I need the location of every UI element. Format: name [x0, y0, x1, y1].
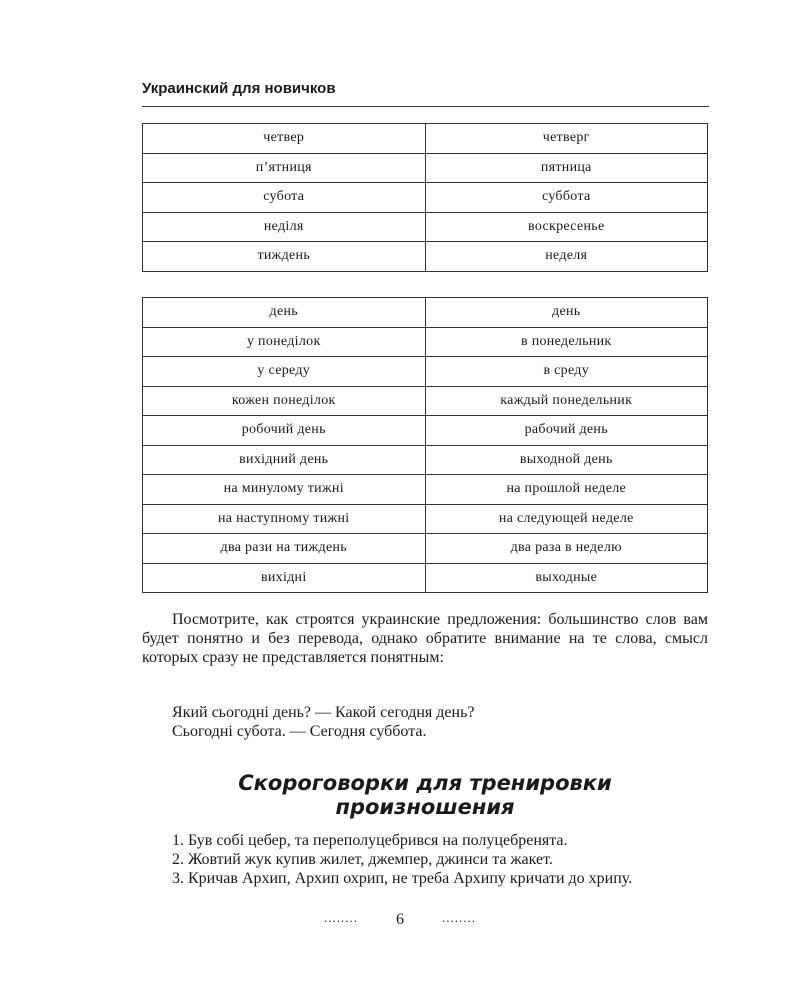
section-title [142, 771, 708, 819]
section-title-line: произношения [335, 795, 515, 819]
table-row [143, 504, 708, 534]
explanation-block [142, 610, 708, 667]
explanation-paragraph: Посмотрите, как строятся украинские предложения: большинство слов вам будет понятно и без перевода, однако обратите внимание на те слова, смысл которых сразу не представляется понятным: [142, 611, 708, 666]
russian-cell: пятница [425, 153, 708, 183]
tongue-twisters-list [142, 831, 708, 888]
header-divider [142, 106, 709, 107]
table-row [143, 534, 708, 564]
russian-cell: два раза в неделю [425, 534, 708, 564]
vocabulary-table-expressions [142, 297, 708, 593]
ukrainian-cell: вихідний день [143, 445, 426, 475]
table-row [143, 475, 708, 505]
ukrainian-cell: субота [143, 183, 426, 213]
russian-cell: суббота [425, 183, 708, 213]
ukrainian-cell: кожен понеділок [143, 386, 426, 416]
vocabulary-table-days [142, 123, 708, 272]
russian-cell: четверг [425, 124, 708, 154]
russian-cell: воскресенье [425, 212, 708, 242]
table-row [143, 416, 708, 446]
ukrainian-cell: на наступному тижні [143, 504, 426, 534]
table-row [143, 183, 708, 213]
footer-dots-right: ........ [442, 910, 476, 925]
ukrainian-cell: робочий день [143, 416, 426, 446]
ukrainian-cell: вихідні [143, 563, 426, 593]
list-item: 3. Кричав Архип, Архип охрип, не треба Архипу кричати до хрипу. [172, 870, 633, 887]
table-row [143, 327, 708, 357]
footer-dots-left: ........ [324, 910, 358, 925]
russian-cell: день [425, 298, 708, 328]
example-line: Сьогодні субота. — Сегодня суббота. [172, 723, 427, 740]
running-header: Украинский для новичков [142, 80, 336, 97]
russian-cell: каждый понедельник [425, 386, 708, 416]
table-row [143, 445, 708, 475]
russian-cell: рабочий день [425, 416, 708, 446]
russian-cell: в понедельник [425, 327, 708, 357]
table-row [143, 124, 708, 154]
russian-cell: в среду [425, 357, 708, 387]
russian-cell: неделя [425, 242, 708, 272]
russian-cell: на прошлой неделе [425, 475, 708, 505]
example-line: Який сьогодні день? — Какой сегодня день? [172, 704, 475, 721]
ukrainian-cell: день [143, 298, 426, 328]
page-number: 6 [396, 911, 404, 928]
list-item: 2. Жовтий жук купив жилет, джемпер, джинси та жакет. [172, 851, 553, 868]
ukrainian-cell: на минулому тижні [143, 475, 426, 505]
table-row [143, 153, 708, 183]
russian-cell: выходной день [425, 445, 708, 475]
list-item: 1. Був собі цебер, та переполуцебрився на полуцебренята. [172, 832, 568, 849]
ukrainian-cell: у середу [143, 357, 426, 387]
table-row [143, 386, 708, 416]
table-row [143, 563, 708, 593]
ukrainian-cell: у понеділок [143, 327, 426, 357]
ukrainian-cell: четвер [143, 124, 426, 154]
table-row [143, 242, 708, 272]
russian-cell: на следующей неделе [425, 504, 708, 534]
ukrainian-cell: тиждень [143, 242, 426, 272]
ukrainian-cell: п’ятниця [143, 153, 426, 183]
section-title-line: Скороговорки для тренировки [238, 771, 612, 795]
table-row [143, 212, 708, 242]
ukrainian-cell: два рази на тиждень [143, 534, 426, 564]
ukrainian-cell: неділя [143, 212, 426, 242]
examples-block [142, 703, 708, 741]
page-footer [0, 910, 800, 929]
table-row [143, 298, 708, 328]
russian-cell: выходные [425, 563, 708, 593]
table-row [143, 357, 708, 387]
